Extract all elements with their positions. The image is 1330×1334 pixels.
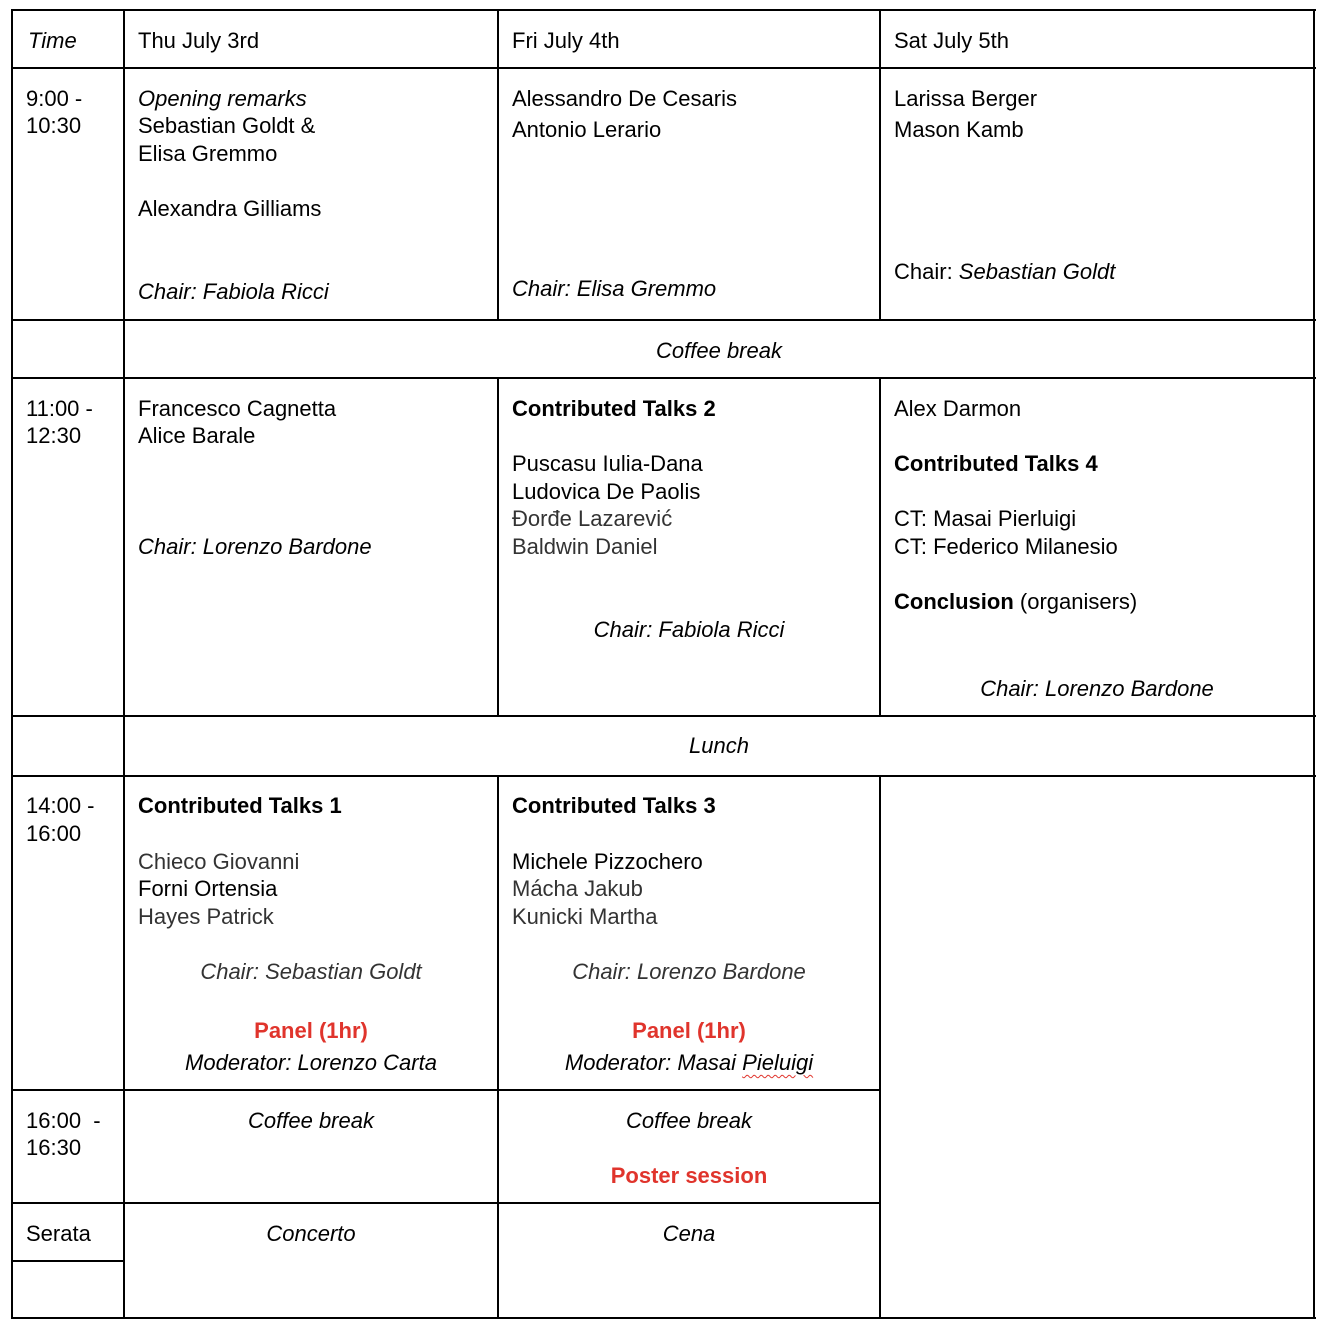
speaker: Alice Barale [138,423,256,448]
evening-event: Concerto [266,1221,356,1246]
opening-remarks: Opening remarks [138,86,307,111]
speaker: Baldwin Daniel [512,534,658,559]
table-row-divider [11,1089,881,1091]
lunch: Lunch [689,733,749,758]
moderator [565,1049,813,1077]
contributed-talk: CT: Masai Pierluigi [894,506,1077,531]
session-title: Contributed Talks 1 [138,793,342,818]
chair: Chair: Sebastian Goldt [200,959,422,984]
table-border-top [11,9,1316,11]
coffee-break: Coffee break [248,1108,374,1133]
table-col-divider [123,9,125,1319]
time-slot-4-start: 16:00 - [26,1108,101,1133]
session-title: Contributed Talks 4 [894,451,1098,476]
table-col-divider [497,775,499,1319]
moderator-label: Moderator: Masai [564,1050,743,1075]
speaker: Larissa Berger [894,86,1038,111]
time-slot-1-end: 10:30 [26,113,82,138]
panel: Panel (1hr) [254,1018,368,1043]
table-col-divider [879,775,881,1319]
time-slot-1-start: 9:00 - [26,86,83,111]
chair [894,258,1115,286]
table-row-divider [11,775,1316,777]
speaker: Puscasu Iulia-Dana [512,451,703,476]
speaker: Alessandro De Cesaris [512,86,737,111]
table-row-divider [11,1260,125,1262]
chair: Chair: Elisa Gremmo [512,276,717,301]
speaker: Antonio Lerario [512,117,662,142]
chair: Chair: Fabiola Ricci [593,617,785,642]
table-border-left [11,9,13,1319]
evening-event: Cena [662,1221,716,1246]
time-slot-2-end: 12:30 [26,423,82,448]
table-col-divider [497,377,499,717]
header-day-fri: Fri July 4th [512,28,620,53]
moderator-name: Pieluigi [742,1050,814,1075]
speaker: Alexandra Gilliams [138,196,322,221]
table-col-divider [497,9,499,321]
table-row-divider [11,1202,881,1204]
table-row-divider [11,319,1316,321]
time-slot-3-end: 16:00 [26,821,82,846]
conclusion [894,588,1137,616]
speaker: Đorđe Lazarević [512,506,673,531]
speaker: Alex Darmon [894,396,1022,421]
header-day-sat: Sat July 5th [894,28,1009,53]
table-row-divider [11,715,1316,717]
speaker: Ludovica De Paolis [512,479,701,504]
session-title: Contributed Talks 3 [512,793,716,818]
speaker: Elisa Gremmo [138,141,278,166]
table-col-divider [879,377,881,717]
table-border-bottom [11,1317,1316,1319]
coffee-break: Coffee break [656,338,782,363]
coffee-break: Coffee break [626,1108,752,1133]
speaker: Chieco Giovanni [138,849,300,874]
panel: Panel (1hr) [632,1018,746,1043]
table-row-divider [11,67,1316,69]
time-slot-3-start: 14:00 - [26,793,95,818]
conclusion-note: (organisers) [1013,589,1138,614]
speaker: Sebastian Goldt & [138,113,316,138]
chair: Chair: Fabiola Ricci [138,279,329,304]
poster-session: Poster session [610,1163,768,1188]
table-col-divider [879,9,881,321]
table-border-right [1313,9,1315,1319]
contributed-talk: CT: Federico Milanesio [894,534,1118,559]
time-slot-4-end: 16:30 [26,1135,82,1160]
session-title: Contributed Talks 2 [512,396,716,421]
moderator: Moderator: Lorenzo Carta [185,1050,437,1075]
speaker: Francesco Cagnetta [138,396,337,421]
chair: Chair: Lorenzo Bardone [138,534,372,559]
conclusion-label: Conclusion [894,589,1014,614]
time-slot-2-start: 11:00 - [26,396,93,421]
header-time: Time [28,28,77,53]
time-slot-5: Serata [26,1221,91,1246]
speaker: Forni Ortensia [138,876,278,901]
table-row-divider [11,377,1316,379]
speaker: Kunicki Martha [512,904,658,929]
chair: Chair: Lorenzo Bardone [980,676,1214,701]
speaker: Mason Kamb [894,117,1024,142]
speaker: Mácha Jakub [512,876,643,901]
chair-label: Chair: [894,259,959,284]
chair: Chair: Lorenzo Bardone [572,959,806,984]
speaker: Michele Pizzochero [512,849,703,874]
header-day-thu: Thu July 3rd [138,28,260,53]
chair-name: Sebastian Goldt [958,259,1116,284]
speaker: Hayes Patrick [138,904,274,929]
